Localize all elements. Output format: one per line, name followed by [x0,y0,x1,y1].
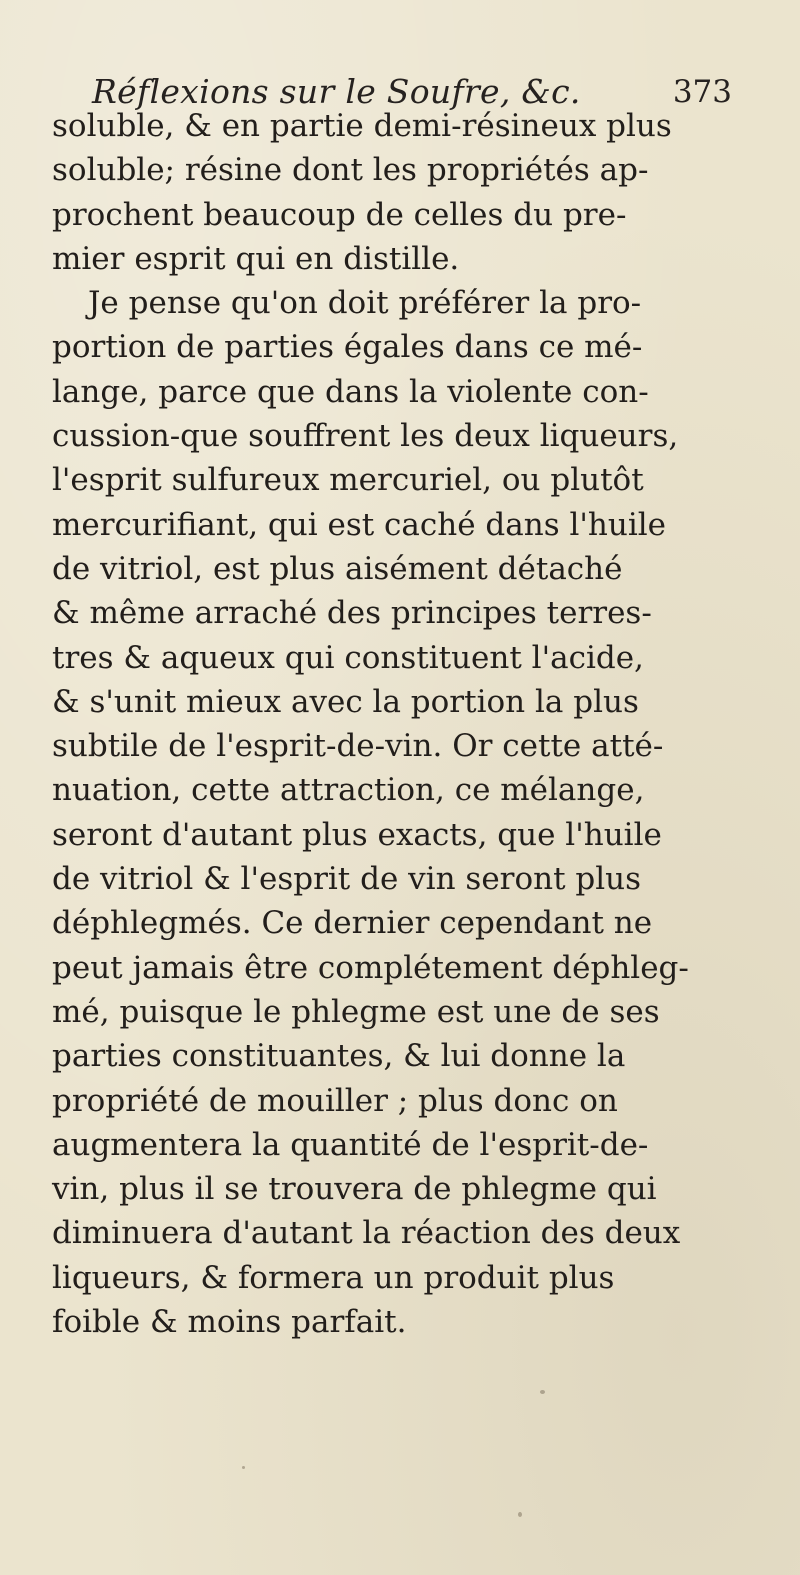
text-line: prochent beaucoup de celles du pre- [52,196,627,233]
page-number: 373 [672,74,732,110]
text-line: & s'unit mieux avec la portion la plus [52,683,639,720]
text-line: l'esprit sulfureux mercuriel, ou plutôt [52,462,644,499]
text-line: augmentera la quantité de l'esprit-de- [52,1126,649,1163]
body-text [52,104,792,1344]
text-line: Je pense qu'on doit préférer la pro- [88,285,642,322]
paper-speck [540,1390,545,1394]
text-line: mercurifiant, qui est caché dans l'huile [52,506,667,543]
text-line: tres & aqueux qui constituent l'acide, [52,639,644,676]
text-line: & même arraché des principes terres- [52,595,652,632]
text-line: seront d'autant plus exacts, que l'huile [52,816,662,853]
text-line: diminuera d'autant la réaction des deux [52,1215,681,1252]
text-line: foible & moins parfait. [52,1304,407,1341]
paper-speck [518,1512,522,1517]
text-line: propriété de mouiller ; plus donc on [52,1082,618,1119]
running-title: Réflexions sur le Soufre, &c. [92,72,581,111]
text-line: liqueurs, & formera un produit plus [52,1259,615,1296]
text-line: portion de parties égales dans ce mé- [52,329,643,366]
text-line: déphlegmés. Ce dernier cependant ne [52,905,653,942]
text-line: soluble, & en partie demi-résineux plus [52,108,672,144]
text-line: de vitriol, est plus aisément détaché [52,550,623,587]
text-line: cussion-que souffrent les deux liqueurs, [52,418,679,455]
text-line: lange, parce que dans la violente con- [52,373,649,410]
text-line: mier esprit qui en distille. [52,240,460,277]
text-line: soluble; résine dont les propriétés ap- [52,152,649,189]
text-line: parties constituantes, & lui donne la [52,1038,626,1075]
text-line: de vitriol & l'esprit de vin seront plus [52,861,642,898]
text-line: peut jamais être complétement déphleg- [52,949,689,986]
text-line: mé, puisque le phlegme est une de ses [52,993,660,1030]
text-line: subtile de l'esprit-de-vin. Or cette atté- [52,728,664,765]
paper-speck [242,1466,245,1469]
text-line: nuation, cette attraction, ce mélange, [52,772,645,809]
text-line: vin, plus il se trouvera de phlegme qui [52,1171,657,1208]
